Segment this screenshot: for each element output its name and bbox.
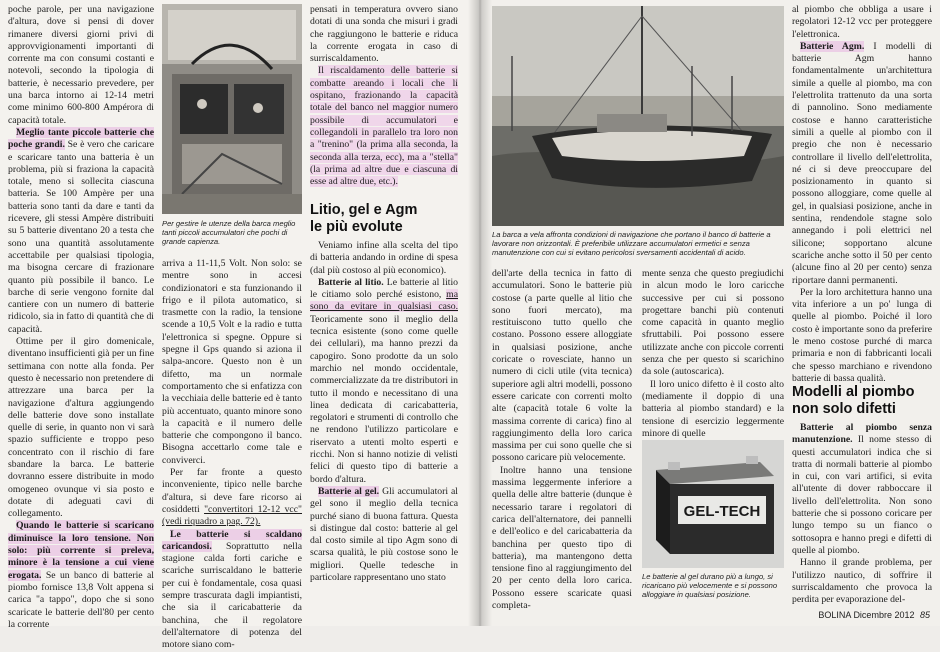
paragraph: al piombo che obbliga a usare i regolatori 12-12 vcc per proteggere l'elettronica. — [792, 4, 932, 40]
paragraph: Batterie Agm. I modelli di batterie Agm hanno fondamentalmente un'architettura simile a quelle al piombo, ma con l'elettrolita trattenuto da una sorta di pannolino. Sono mediamente costose e hanno caratteristiche simili a quelle al piombo con il pregio che non è necessario controllare il livello dell'elettrolita, né ci si deve preoccupare del posizionamento in quanto si possono alloggiare, come quelle al gel, in qualsiasi posizione, anche in sentina, rendendole stagne solo annegando i poli elettrici nel silicone; sopportano alcune scariche anche sotto il 50 per cento (alcune fino al 20 per cento) senza riportare danni permanenti. — [792, 40, 932, 286]
paragraph: Batterie al litio. Le batterie al litio le citiamo solo perché esistono, ma sono da evitare in qualsiasi caso. Teoricamente sono il meglio della tecnica esistente (sono come quelle dei cellulari), ma hanno prezzi da capogiro. Sono prodotte da un solo marchio nel mondo occidentale, commercializzate da tre distributori in tutto il mondo e necessitano di una linea dedicata di caricabatteria, regolatori e strumenti di controllo che ne rendono l'utilizzo particolare e riservato a utenti molto esperti e ricchi. Non si hanno notizie di velisti felici di questo tipo di batterie a bordo d'altura. — [310, 276, 458, 485]
paragraph: Meglio tante piccole batterie che poche grandi. Se è vero che caricare e scaricare tanto una batteria è un problema, più si fraziona la capacità totale, meno si sollecita ciascuna batteria. Se 100 Ampère per una batteria sono tanti da dare e tanti da ricevere, gli stessi Ampère distribuiti su 5 batterie diventano 20 a testa che sono una quantità assolutamente accettabile per qualsiasi tipologia, ma bisogna cercare di frazionare quanto più possibile il banco. Le barche di serie vengono fornite dal cantiere con un numero di batterie ridicolo, sia in fatto di quantità che di capacità. — [8, 126, 154, 335]
paragraph: Le batterie si scaldano caricandosi. Soprattutto nella stagione calda forti cariche e scariche surriscaldano le batterie per cui è fondamentale, cosa quasi sempre trascurata dagli impiantisti, che sia il caricabatterie da banchina, che il regolatore dell'alternatore di potenza del motore siano com- — [162, 528, 302, 651]
paragraph: dell'arte della tecnica in fatto di accumulatori. Sono le batterie più costose (a parte quelle al litio che sono fuori mercato), ma restituiscono tutto quello che costano. Possono essere alloggiate in qualsiasi posizione, anche coricate o rovesciate, hanno un numero di cicli utile (vita tecnica) superiore agli altri modelli, possono essere caricate con correnti molto alte (capacità totale 6 volte la massima corrente di carica) fino al raggiungimento della loro carica massima per cui sono quelle che si possono caricare più velocemente. — [492, 268, 632, 464]
right-column-3-lower — [792, 422, 932, 606]
left-column-3 — [310, 4, 458, 188]
page-footer — [818, 610, 930, 620]
highlight: Batterie Agm. — [800, 40, 865, 52]
paragraph: Per la loro architettura hanno una vita inferiore a un po' lunga di quelle al piombo. Poiché il loro costo è importante sono da preferire le meno costose purché di marca primaria e non di fabbricanti locali che spesso marchiano e rivendono batterie di bassa qualità. — [792, 286, 932, 384]
highlight: Il riscaldamento delle batterie si combatte areando i locali che li ospitano, frazionando la capacità totale del banco nel maggior numero possibile di accumulatori e collegandoli in parallelo tra loro non a "trenino" (la prima alla seconda, la seconda alla terza, ecc), ma a "stella" (la prima ad altre due e ciascuna di esse ad altre due, etc.). — [310, 65, 458, 188]
paragraph: Batterie al piombo senza manutenzione. Il nome stesso di questi accumulatori indica che si tratta di normali batterie al piombo in cui, con vari artifici, si evita all'utente di dover rabboccare il livello dell'elettrolita. Non sono batterie che si possono coricare per lungo tempo su un fianco o sottosopra e hanno pregi e difetti di quelle al piombo. — [792, 422, 932, 556]
battery-compartment-photo — [162, 4, 302, 214]
highlight: Le batterie si scaldano caricandosi. — [162, 528, 302, 552]
right-column-1 — [492, 268, 632, 612]
paragraph: Inoltre hanno una tensione massima leggermente inferiore a quella delle altre batterie (dunque è necessario tarare i regolatori di carica dell'alternatore, dei pannelli e dell'eolico e del caricabatteria da banchina per questo tipo di batteria), ma mantengono detta tensione fino al raggiungimento del 20 per cento della loro carica. Possono essere scaricate quasi completa- — [492, 464, 632, 612]
right-page — [478, 0, 940, 626]
highlight: Batterie al gel. — [318, 485, 380, 497]
battery-brand-label: GEL-TECH — [683, 503, 761, 520]
paragraph: Veniamo infine alla scelta del tipo di batteria andando in ordine di spesa (dal più costoso al più economico). — [310, 240, 458, 276]
paragraph — [310, 65, 458, 188]
paragraph: Per far fronte a questo inconveniente, tipico nelle barche d'altura, si deve fare ricorso ai cosiddetti "convertitori 12-12 vcc" (vedi riquadro a pag. 72). — [162, 467, 302, 528]
paragraph: arriva a 11-11,5 Volt. Non solo: se mentre sono in accesi condizionatori e sta funzionando il frigo e il pilota automatico, si trasmette con la radio, la tensione scende a 10,5 Volt e la radio e tutta l'elettronica si spegne. Oppure si spegne il Gps quando si aziona il salpa-ancore. Questo non è un difetto, ma un normale comportamento che si enfatizza con la vecchiaia delle batterie ed è tanto più accentuato, quanto minore sono la capacità e il numero delle batterie che compongono il banco. Bisogna accettarlo come tale e conviverci. — [162, 258, 302, 466]
paragraph: pensati in temperatura ovvero siano dotati di una sonda che misuri i gradi che raggiungono le batterie e riduca la corrente erogata in caso di surriscaldamento. — [310, 4, 458, 65]
page-number: 85 — [919, 610, 930, 620]
paragraph: poche parole, per una navigazione d'altura, dove si pensi di dover rimanere diversi giorni privi di approvvigionamenti importanti di corrente ma con consumi costanti e notevoli, secondo la tipologia di batterie, è necessario prevedere, per una barca intorno ai 12-14 metri come minimo 600-800 Ampérora di capacità totale. — [8, 4, 154, 126]
gel-battery-photo — [642, 440, 784, 568]
right-column-3 — [792, 4, 932, 385]
left-column-3-lower — [310, 240, 458, 584]
page-reference: "convertitori 12-12 vcc" (vedi riquadro a pag. 72). — [162, 503, 302, 528]
photo-caption: Per gestire le utenze della barca meglio tanti piccoli accumulatori che pochi di grande capienza. — [162, 219, 296, 246]
paragraph: Quando le batterie si scaricano diminuisce la loro tensione. Non solo: più corrente si preleva, minore è la tensione a cui viene erogata. Se un banco di batterie al piombo fornisce 13,8 Volt appena si carica "a tappo", dopo che si sono scaricate le batterie dell'80 per cento la corrente — [8, 520, 154, 630]
photo-caption: Le batterie al gel durano più a lungo, si ricaricano più velocemente e si possono alloggiare in qualsiasi posizione. — [642, 572, 778, 599]
left-column-2 — [162, 258, 302, 652]
sailboat-image — [492, 6, 784, 226]
battery-compartment-image — [162, 4, 302, 214]
magazine-issue: BOLINA Dicembre 2012 — [818, 610, 915, 620]
section-heading: Modelli al piombo non solo difetti — [792, 384, 915, 417]
gel-battery-image — [642, 440, 784, 568]
paragraph: Ottime per il giro domenicale, diventano insufficienti già per un fine settimana con notte alla fonda. Per questo è necessario non pretendere di attrezzare una barca per la navigazione d'altura aggiungendo delle batterie dove sono installate quelle di serie, in quanto non vi sarà spazio sufficiente e troppo peso concentrato con il rischio di fare sbandare la barca. Le batterie dovranno essere distribuite in modo omogeneo ovunque vi sia posto e dotate di adeguati cavi di collegamento. — [8, 336, 154, 520]
right-column-2 — [642, 268, 784, 440]
highlight: Quando le batterie si scaricano diminuisce la loro tensione. Non solo: più corrente si preleva, minore è la tensione a cui viene erogata. — [8, 520, 154, 581]
highlight: Meglio tante piccole batterie che poche grandi. — [8, 126, 154, 151]
left-column-1 — [8, 4, 154, 631]
section-heading: Litio, gel e Agm le più evolute — [310, 202, 418, 235]
sailboat-photo — [492, 6, 784, 226]
photo-caption: La barca a vela affronta condizioni di navigazione che portano il banco di batterie a lavorare non orizzontali. È preferibile utilizzare accumulatori ermetici e senza manutenzione con cui si evitano pericolosi sversamenti accidentali di acido. — [492, 230, 771, 257]
paragraph: mente senza che questo pregiudichi in alcun modo le loro caricche successive per cui si possono progettare banchi più contenuti come capacità in quanto meglio sfruttabili. Poi possono essere utilizzate anche con piccole correnti senza che per questo si scarichino da sole (autoscarica). — [642, 268, 784, 378]
paragraph: Il loro unico difetto è il costo alto (mediamente il doppio di una batteria al piombo standard) e la tensione di esercizio leggermente minore di quelle — [642, 378, 784, 439]
paragraph: Hanno il grande problema, per l'utilizzo nautico, di soffrire il surriscaldamento che provoca la perdita per evaporazione del- — [792, 557, 932, 606]
paragraph: Batterie al gel. Gli accumulatori al gel sono il meglio della tecnica purché siano di buona fattura. Questa si distingue dal costo: batterie al gel dal costo simile al tipo Agm sono di scarsa qualità, le più costose sono le migliori. Quelle tedesche in particolare rappresentano uno stato — [310, 485, 458, 584]
